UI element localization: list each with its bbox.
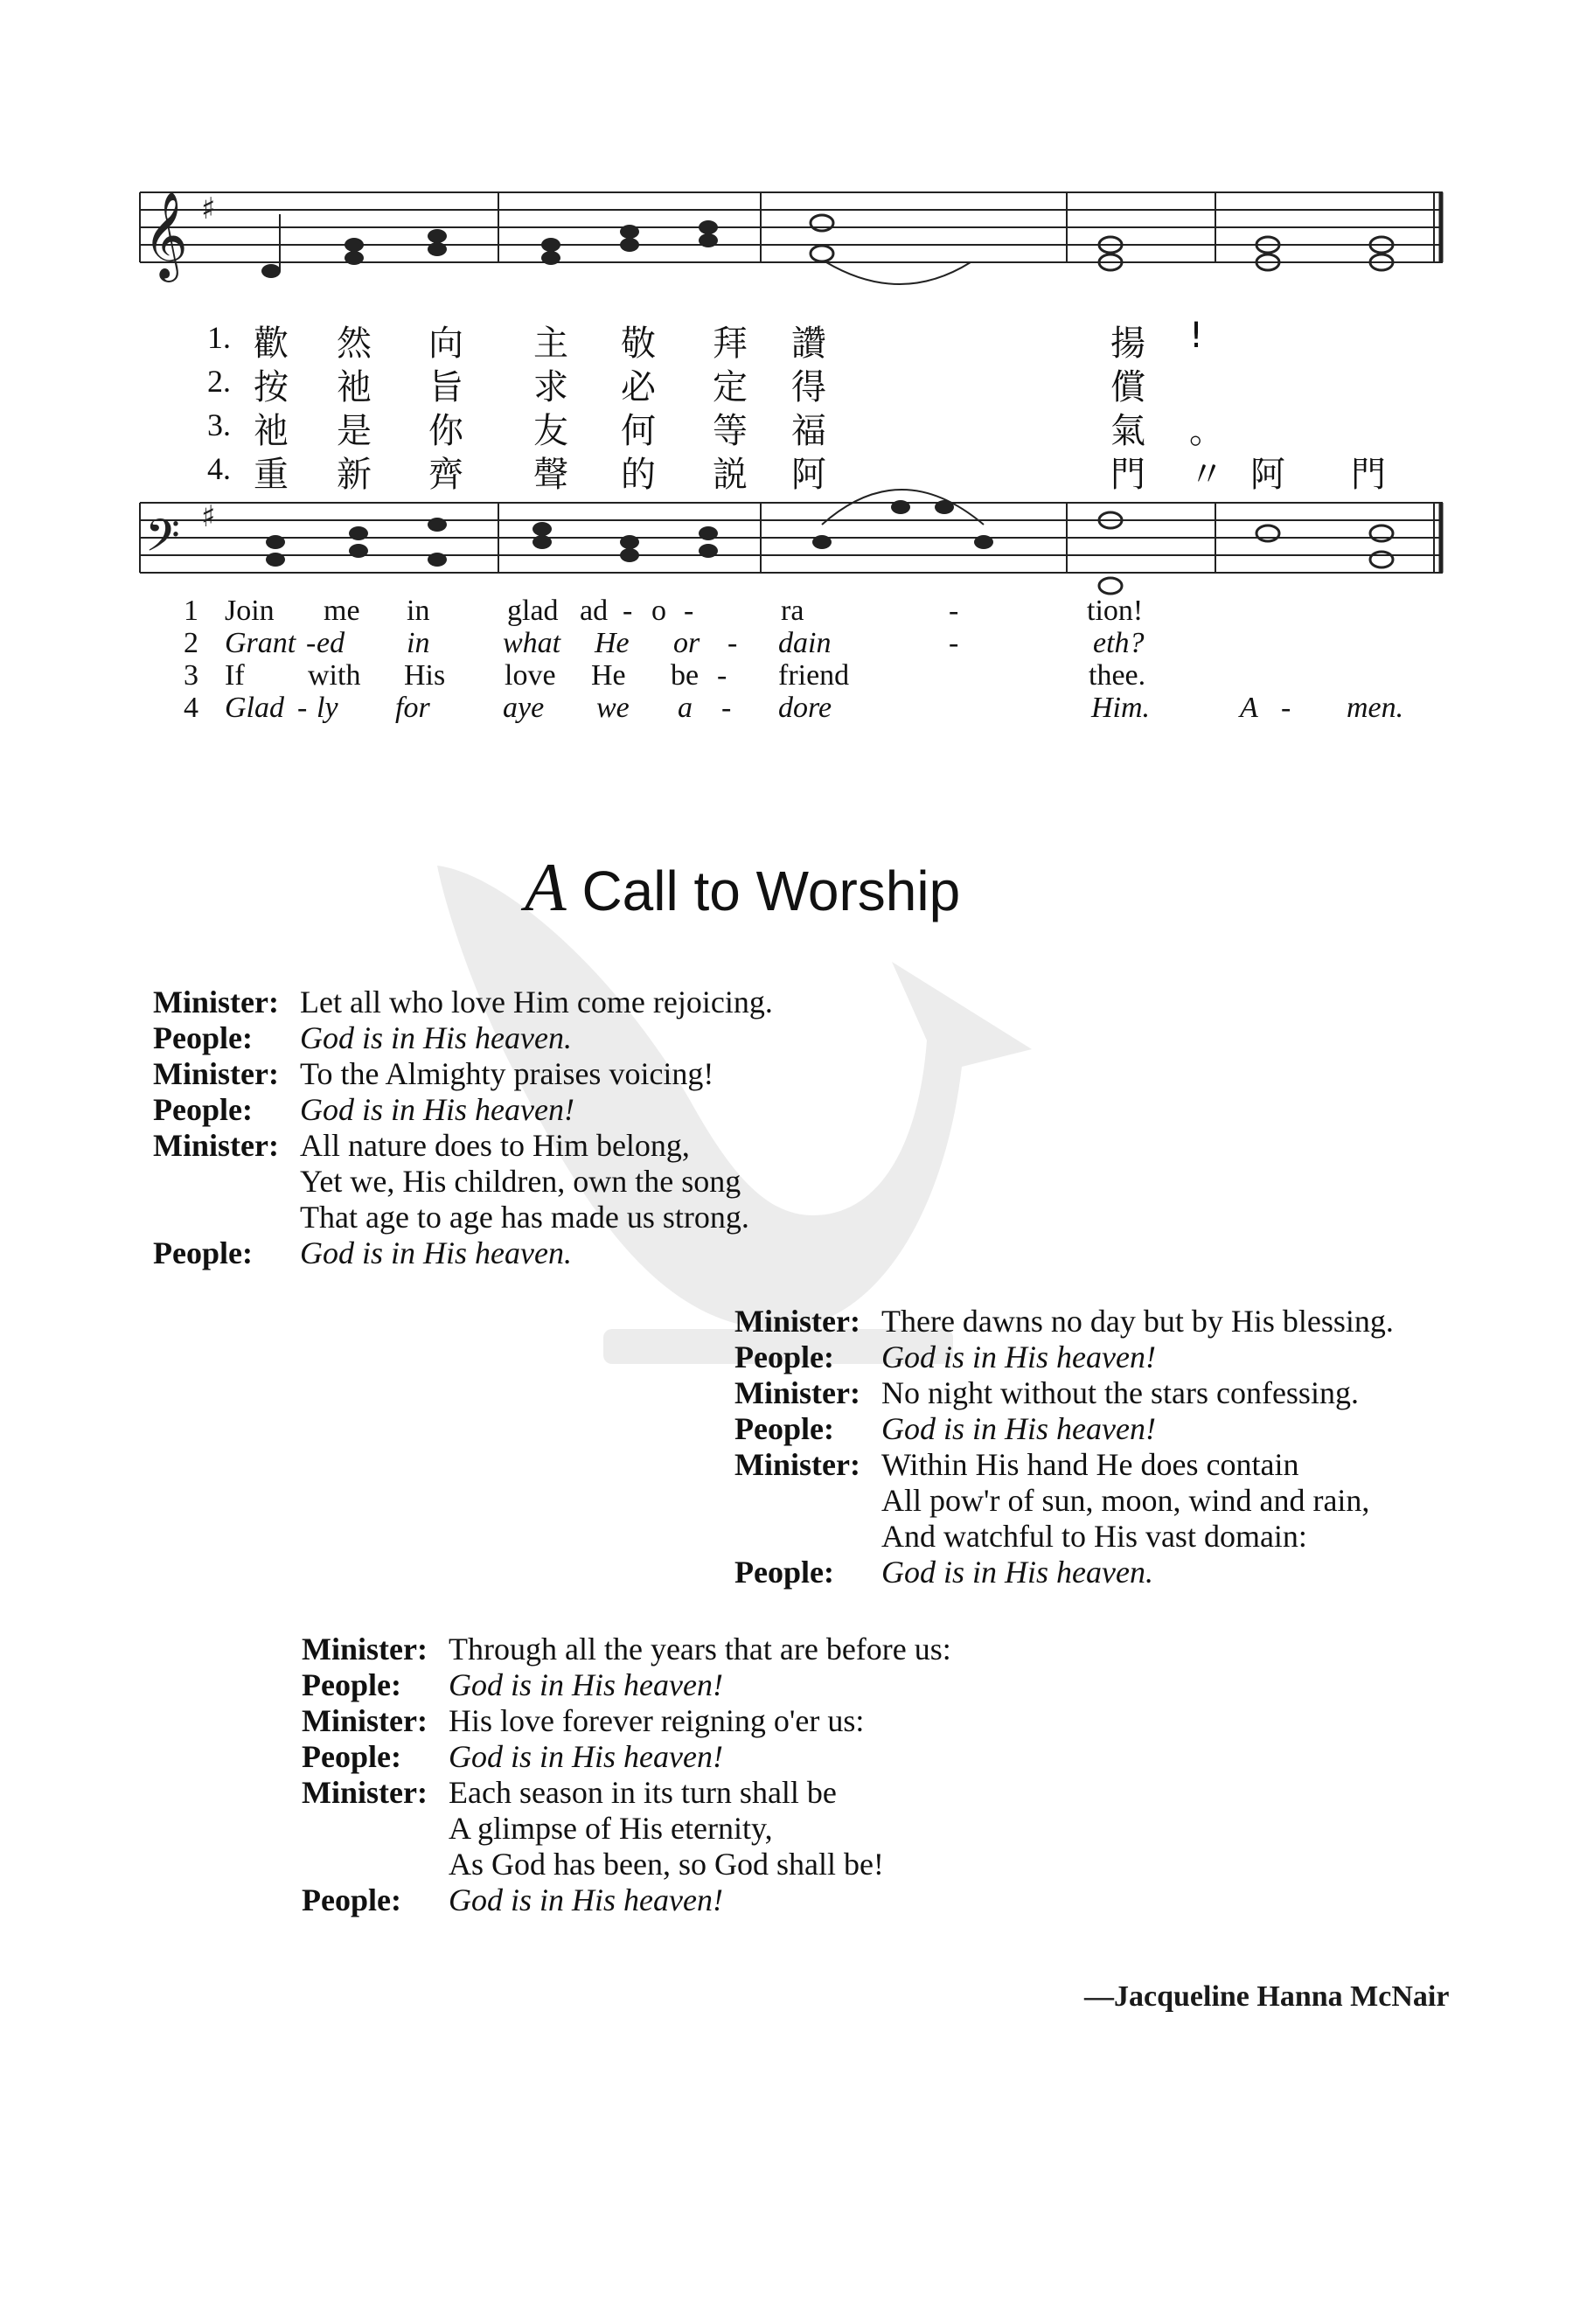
reading-text: There dawns no day but by His blessing. <box>881 1304 1394 1339</box>
reading-text: As God has been, so God shall be! <box>449 1847 884 1882</box>
lyric-syllable: what <box>503 627 561 659</box>
cjk-lyric-char: 旨 <box>428 367 463 407</box>
reading-text: No night without the stars confessing. <box>881 1375 1359 1410</box>
reading-line <box>734 1554 1153 1590</box>
cjk-lyric-char: 得 <box>791 367 826 407</box>
lyric-syllable: - <box>721 692 732 724</box>
cjk-lyric-char: 揚 <box>1110 324 1145 364</box>
reading-line <box>302 1846 884 1882</box>
lyric-syllable: If <box>225 659 245 692</box>
lyric-syllable: His <box>404 659 446 692</box>
lyric-syllable: for <box>395 692 430 724</box>
cjk-lyric-char: ! <box>1189 316 1204 356</box>
cjk-lyric-char: 。 <box>1189 411 1224 451</box>
cjk-lyric-char: 祂 <box>337 367 372 407</box>
lyric-syllable: - <box>623 595 633 627</box>
reading-line <box>734 1482 1369 1519</box>
cjk-lyric-char: 門 <box>1110 455 1145 495</box>
cjk-verse-number: 2. <box>207 364 231 399</box>
reading-text: God is in His heaven. <box>881 1555 1153 1590</box>
lyric-syllable: a <box>678 692 693 724</box>
minister-label: Minister: <box>153 985 279 1019</box>
bass-staff <box>140 503 1443 573</box>
reading-line <box>153 984 773 1020</box>
lyric-syllable: - <box>949 627 959 659</box>
cjk-lyric-char: 求 <box>533 367 568 407</box>
cjk-verse-number: 3. <box>207 407 231 442</box>
lyric-syllable: Join <box>225 595 275 627</box>
cjk-lyric-char: 重 <box>254 455 289 495</box>
minister-label: Minister: <box>734 1304 860 1339</box>
people-label: People: <box>153 1092 253 1127</box>
author-credit: —Jacqueline Hanna McNair <box>1084 1980 1450 2013</box>
people-label: People: <box>734 1555 834 1590</box>
lyric-syllable: - <box>717 659 727 692</box>
minister-label: Minister: <box>734 1375 860 1410</box>
reading-text: Through all the years that are before us: <box>449 1632 951 1666</box>
english-verse-number: 1 <box>184 595 198 627</box>
reading-line <box>153 1019 572 1056</box>
reading-line <box>302 1882 723 1918</box>
reading-text: God is in His heaven! <box>449 1882 723 1917</box>
cjk-lyric-char: 等 <box>713 411 748 451</box>
reading-line <box>734 1339 1156 1375</box>
cjk-lyric-char: 償 <box>1110 367 1145 407</box>
lyric-syllable: - <box>1281 692 1291 724</box>
bass-notes <box>266 500 1393 594</box>
reading-line <box>302 1774 837 1811</box>
minister-label: Minister: <box>302 1632 428 1666</box>
cjk-lyric-char: 的 <box>621 455 656 495</box>
lyric-syllable: ly <box>317 692 338 724</box>
reading-text: God is in His heaven. <box>300 1020 572 1055</box>
reading-text: God is in His heaven! <box>449 1739 723 1774</box>
cjk-lyric-char: 主 <box>533 324 568 364</box>
cjk-lyric-char: 何 <box>621 411 656 451</box>
cjk-lyric-char: 祂 <box>254 411 289 451</box>
cjk-lyric-char: 按 <box>254 367 289 407</box>
cjk-lyric-char: 福 <box>791 411 826 451</box>
cjk-lyric-char: 然 <box>337 324 372 364</box>
reading-text: Yet we, His children, own the song <box>300 1164 741 1199</box>
lyric-syllable: with <box>308 659 361 692</box>
minister-label: Minister: <box>302 1775 428 1810</box>
lyric-syllable: Glad <box>225 692 284 724</box>
cjk-lyric-char: 門 <box>1351 455 1386 495</box>
lyric-syllable: - <box>297 692 308 724</box>
treble-clef: 𝄞 <box>143 191 188 279</box>
english-verse-number: 4 <box>184 692 198 724</box>
reading-text: All nature does to Him belong, <box>300 1128 690 1163</box>
reading-text: God is in His heaven! <box>449 1667 723 1702</box>
reading-text: Let all who love Him come rejoicing. <box>300 985 773 1019</box>
cjk-lyric-char: 必 <box>621 367 656 407</box>
lyric-syllable: dore <box>778 692 832 724</box>
people-label: People: <box>153 1020 253 1055</box>
cjk-lyric-char: 阿 <box>1250 455 1285 495</box>
bar-lines <box>140 192 1441 573</box>
reading-line <box>734 1518 1307 1555</box>
english-verse-number: 3 <box>184 659 198 692</box>
people-label: People: <box>302 1667 401 1702</box>
reading-line <box>153 1091 574 1128</box>
reading-line <box>153 1235 572 1271</box>
minister-label: Minister: <box>153 1128 279 1163</box>
lyric-syllable: - <box>306 627 317 659</box>
cjk-lyric-char: 齊 <box>428 455 463 495</box>
reading-line <box>302 1631 951 1667</box>
cjk-lyric-char: 阿 <box>791 455 826 495</box>
lyric-syllable: Him. <box>1091 692 1151 724</box>
reading-line <box>302 1702 864 1739</box>
reading-line <box>153 1163 741 1200</box>
cjk-lyric-char: 你 <box>428 411 463 451</box>
minister-label: Minister: <box>153 1056 279 1091</box>
lyric-syllable: love <box>505 659 556 692</box>
lyric-syllable: He <box>595 627 630 659</box>
reading-text: A glimpse of His eternity, <box>449 1811 773 1846</box>
reading-line <box>153 1127 690 1164</box>
lyric-syllable: Grant <box>225 627 296 659</box>
treble-tie <box>826 262 971 284</box>
key-signature-treble: ♯ <box>201 191 216 226</box>
reading-line <box>302 1810 773 1847</box>
lyric-syllable: in <box>407 595 430 627</box>
english-verse-number: 2 <box>184 627 198 659</box>
lyric-syllable: ed <box>317 627 345 659</box>
cjk-lyric-char: 讚 <box>791 324 826 364</box>
page-title <box>525 848 960 927</box>
treble-notes <box>261 214 1393 278</box>
reading-line <box>734 1374 1359 1411</box>
cjk-lyric-char: 新 <box>337 455 372 495</box>
reading-text: To the Almighty praises voicing! <box>300 1056 714 1091</box>
reading-text: And watchful to His vast domain: <box>881 1519 1307 1554</box>
lyric-syllable: tion! <box>1087 595 1144 627</box>
lyric-syllable: be <box>671 659 700 692</box>
lyric-syllable: glad <box>507 595 559 627</box>
reading-line <box>734 1446 1298 1483</box>
people-label: People: <box>302 1882 401 1917</box>
lyric-syllable: men. <box>1347 692 1404 724</box>
lyric-syllable: - <box>949 595 959 627</box>
cjk-lyric-char: 氣 <box>1110 411 1145 451</box>
lyric-syllable: aye <box>503 692 545 724</box>
cjk-verse-number: 1. <box>207 320 231 355</box>
cjk-lyric-char: 定 <box>713 367 748 407</box>
people-label: People: <box>734 1411 834 1446</box>
people-label: People: <box>153 1235 253 1270</box>
reading-text: His love forever reigning o'er us: <box>449 1703 865 1738</box>
reading-text: God is in His heaven! <box>881 1339 1156 1374</box>
reading-text: That age to age has made us strong. <box>300 1200 749 1235</box>
reading-text: God is in His heaven! <box>881 1411 1156 1446</box>
cjk-verse-number: 4. <box>207 451 231 486</box>
cjk-lyric-char: 友 <box>533 411 568 451</box>
cjk-lyric-char: 是 <box>337 411 372 451</box>
lyric-syllable: ra <box>781 595 804 627</box>
reading-text: All pow'r of sun, moon, wind and rain, <box>881 1483 1370 1518</box>
bass-clef: 𝄢 <box>145 509 180 573</box>
reading-text: God is in His heaven. <box>300 1235 572 1270</box>
reading-line <box>302 1666 723 1703</box>
lyric-syllable: me <box>324 595 360 627</box>
treble-staff <box>140 192 1443 262</box>
lyric-syllable: eth? <box>1093 627 1145 659</box>
minister-label: Minister: <box>734 1447 860 1482</box>
reading-line <box>734 1303 1394 1339</box>
people-label: People: <box>734 1339 834 1374</box>
cjk-lyric-char: 敬 <box>621 324 656 364</box>
title-text: Call to Worship <box>581 859 961 922</box>
lyric-syllable: we <box>596 692 630 724</box>
title-initial: A <box>525 849 567 925</box>
lyric-syllable: He <box>591 659 626 692</box>
lyric-syllable: dain <box>778 627 832 659</box>
reading-text: Within His hand He does contain <box>881 1447 1299 1482</box>
lyric-syllable: in <box>407 627 430 659</box>
lyric-syllable: A <box>1240 692 1258 724</box>
people-label: People: <box>302 1739 401 1774</box>
reading-line <box>153 1199 749 1235</box>
key-signature-bass: ♯ <box>201 499 216 534</box>
cjk-lyric-char: 向 <box>428 324 463 364</box>
lyric-syllable: or <box>673 627 700 659</box>
cjk-lyric-char: 〃 <box>1189 455 1224 495</box>
lyric-syllable: ad <box>580 595 609 627</box>
minister-label: Minister: <box>302 1703 428 1738</box>
reading-text: Each season in its turn shall be <box>449 1775 837 1810</box>
reading-text: God is in His heaven! <box>300 1092 574 1127</box>
cjk-lyric-char: 聲 <box>533 455 568 495</box>
reading-line <box>734 1410 1156 1447</box>
lyric-syllable: - <box>684 595 694 627</box>
reading-line <box>153 1055 713 1092</box>
cjk-lyric-char: 説 <box>713 455 748 495</box>
lyric-syllable: - <box>727 627 738 659</box>
cjk-lyric-char: 拜 <box>713 324 748 364</box>
lyric-syllable: o <box>651 595 666 627</box>
lyric-syllable: friend <box>778 659 850 692</box>
lyric-syllable: thee. <box>1089 659 1146 692</box>
reading-line <box>302 1738 723 1775</box>
cjk-lyric-char: 歡 <box>254 324 289 364</box>
